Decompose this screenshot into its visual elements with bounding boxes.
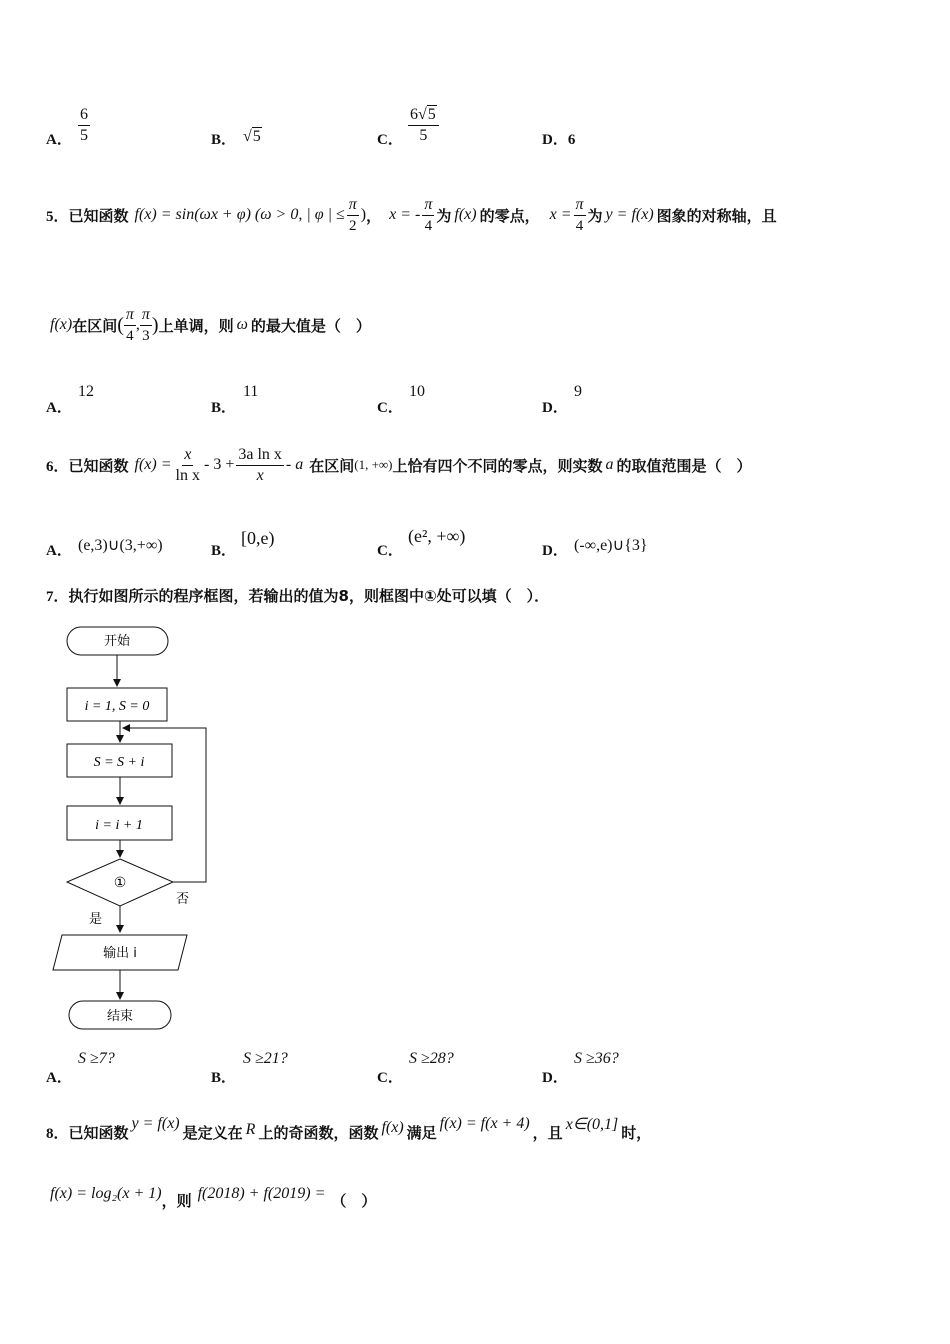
q8-period: f(x) = f(x + 4) <box>439 1115 530 1132</box>
q5-option-a-label: A． <box>46 400 72 416</box>
q4-c-radicand: 5 <box>427 106 436 123</box>
q5-func-den: 2 <box>349 217 357 234</box>
q6-tail: - a <box>285 456 304 473</box>
q8-domain: x∈(0,1] <box>565 1116 619 1133</box>
q4-d-value: 6 <box>567 132 576 148</box>
q5-line2-n2: π <box>140 305 152 326</box>
flow-end-text: 结束 <box>106 1009 134 1024</box>
q8-text-d: ，且 <box>532 1123 563 1142</box>
q6-intro: 已知函数 <box>68 456 129 475</box>
q5-line2-text-b: 上单调，则 <box>158 316 234 335</box>
q8-ask: f(2018) + f(2019) = <box>197 1185 326 1202</box>
flow-yes-label: 是 <box>89 912 103 927</box>
q5-line2-d1: 4 <box>126 327 134 344</box>
flow-start-text: 开始 <box>103 634 131 649</box>
q5-zero-fx: f(x) <box>454 206 477 223</box>
q7-option-d-value: S ≥36? <box>574 1050 619 1067</box>
q8-stem-line2 <box>50 1180 376 1220</box>
q8-text-b: 上的奇函数，函数 <box>258 1123 379 1142</box>
q8-number: 8． <box>46 1125 69 1142</box>
q6-option-d-label: D． <box>542 543 568 559</box>
q4-a-den: 5 <box>80 127 88 144</box>
q6-option-b-label: B． <box>211 543 237 559</box>
q4-a-num: 6 <box>78 105 90 126</box>
q5-option-b-value: 11 <box>243 383 259 400</box>
q8-yfx: y = f(x) <box>131 1115 180 1132</box>
q5-zero-x: x = - <box>389 206 421 223</box>
q4-c-coef: 6 <box>410 106 418 123</box>
q5-axis-y: y = f(x) <box>605 206 654 223</box>
flow-init-text: i = 1, S = 0 <box>84 699 150 714</box>
q4-option-a-label: A． <box>46 132 72 148</box>
q4-b-radicand: 5 <box>252 128 261 145</box>
q7-option-b-value: S ≥21? <box>243 1050 288 1067</box>
q5-option-d-value: 9 <box>574 383 582 400</box>
q6-text-a: 在区间 <box>309 456 355 475</box>
q5-line2-n1: π <box>124 305 136 326</box>
q5-option-c-label: C． <box>377 400 403 416</box>
q4-d-label-text: D． <box>542 132 568 148</box>
q5-line2-comma: , <box>135 316 140 333</box>
flow-no-label: 否 <box>176 892 190 907</box>
q6-option-b-value: [0,e) <box>241 528 275 548</box>
q6-option-c-value: (e², +∞) <box>408 526 466 546</box>
q8-R: R <box>245 1121 256 1138</box>
q6-option-c-label: C． <box>377 543 403 559</box>
q5-axis-text-b: 图象的对称轴，且 <box>656 206 777 225</box>
q5-zero-den: 4 <box>424 217 433 234</box>
q5-axis-den: 4 <box>575 217 584 234</box>
q4-option-c-label: C． <box>377 132 403 148</box>
q8-fx: f(x) <box>381 1119 404 1136</box>
q6-frac1-num: x <box>182 445 193 466</box>
q5-axis-text-a: 为 <box>587 206 603 225</box>
q5-line2-d2: 3 <box>142 327 150 344</box>
q6-frac2-num: 3a ln x <box>236 445 284 466</box>
q8-stem-line1 <box>46 1110 651 1154</box>
q8-paren: （ ） <box>331 1191 377 1210</box>
q5-func-end: ) <box>360 206 367 223</box>
q6-option-a-value: (e,3)∪(3,+∞) <box>78 537 163 554</box>
q6-text-c: 的取值范围是（ ） <box>616 456 752 475</box>
q5-func-num: π <box>347 195 359 216</box>
q7-option-c-label: C． <box>377 1070 403 1086</box>
flow-decision-text: ① <box>113 876 127 891</box>
q7-option-c-value: S ≥28? <box>409 1050 454 1067</box>
q4-c-sqrt-sign: √ <box>418 106 427 123</box>
q4-c-den: 5 <box>419 127 428 144</box>
q8-text-e: 时， <box>621 1123 652 1142</box>
flow-sum-text: S = S + i <box>93 755 145 770</box>
q5-line2-close: ) <box>151 313 159 336</box>
q7-text: 执行如图所示的程序框图，若输出的值为8，则框图中①处可以填（ ）． <box>68 587 550 605</box>
q5-line2-text-c: 的最大值是（ ） <box>250 316 371 335</box>
q7-option-b-label: B． <box>211 1070 237 1086</box>
q6-frac2-den: x <box>256 466 264 484</box>
q5-zero-text-a: 为 <box>436 206 452 225</box>
q8-log-def: f(x) = log₂(x + 1) <box>50 1185 162 1202</box>
flow-output-text: 输出 i <box>103 946 137 961</box>
q6-frac1-den: ln x <box>175 466 200 484</box>
q6-fx: f(x) = <box>134 456 172 473</box>
q6-option-d-value: (-∞,e)∪{3} <box>574 537 648 554</box>
flow-inc-text: i = i + 1 <box>95 818 143 833</box>
q7-option-a-value: S ≥7? <box>78 1050 115 1067</box>
q5-comma: ， <box>366 206 382 225</box>
q5-line2-omega: ω <box>236 316 248 333</box>
q8-text-c: 满足 <box>406 1123 437 1142</box>
q5-axis-num: π <box>574 195 586 216</box>
q8-intro: 已知函数 <box>68 1123 129 1142</box>
q5-func: f(x) = sin(ωx + φ) (ω > 0, | φ | ≤ <box>134 206 345 223</box>
q5-option-c-value: 10 <box>409 383 425 400</box>
q4-option-b-label: B． <box>211 132 237 148</box>
q7-option-d-label: D． <box>542 1070 568 1086</box>
q5-line2-text-a: 在区间 <box>72 316 118 335</box>
q4-b-sqrt-sign: √ <box>243 128 252 145</box>
q5-option-a-value: 12 <box>78 383 94 400</box>
q6-number: 6． <box>46 458 69 475</box>
q6-var-a: a <box>605 456 614 473</box>
q6-option-a-label: A． <box>46 543 72 559</box>
q6-mid: - 3 + <box>203 456 235 473</box>
q5-axis-x: x = <box>549 206 572 223</box>
q5-option-b-label: B． <box>211 400 237 416</box>
q8-text-a: 是定义在 <box>182 1123 243 1142</box>
q5-zero-num: π <box>422 195 434 216</box>
q5-zero-text-b: 的零点， <box>479 206 540 225</box>
q5-number: 5． <box>46 208 69 225</box>
q6-text-b: 上恰有四个不同的零点，则实数 <box>392 456 603 475</box>
q5-option-d-label: D． <box>542 400 568 416</box>
q5-line2-fx: f(x) <box>50 316 73 333</box>
q5-line2-open: ( <box>117 313 124 336</box>
q6-interval: (1, +∞) <box>354 457 393 472</box>
q7-option-a-label: A． <box>46 1070 72 1086</box>
q8-text-f: ，则 <box>161 1191 192 1210</box>
q5-intro: 已知函数 <box>68 206 129 225</box>
q7-number: 7． <box>46 589 69 605</box>
